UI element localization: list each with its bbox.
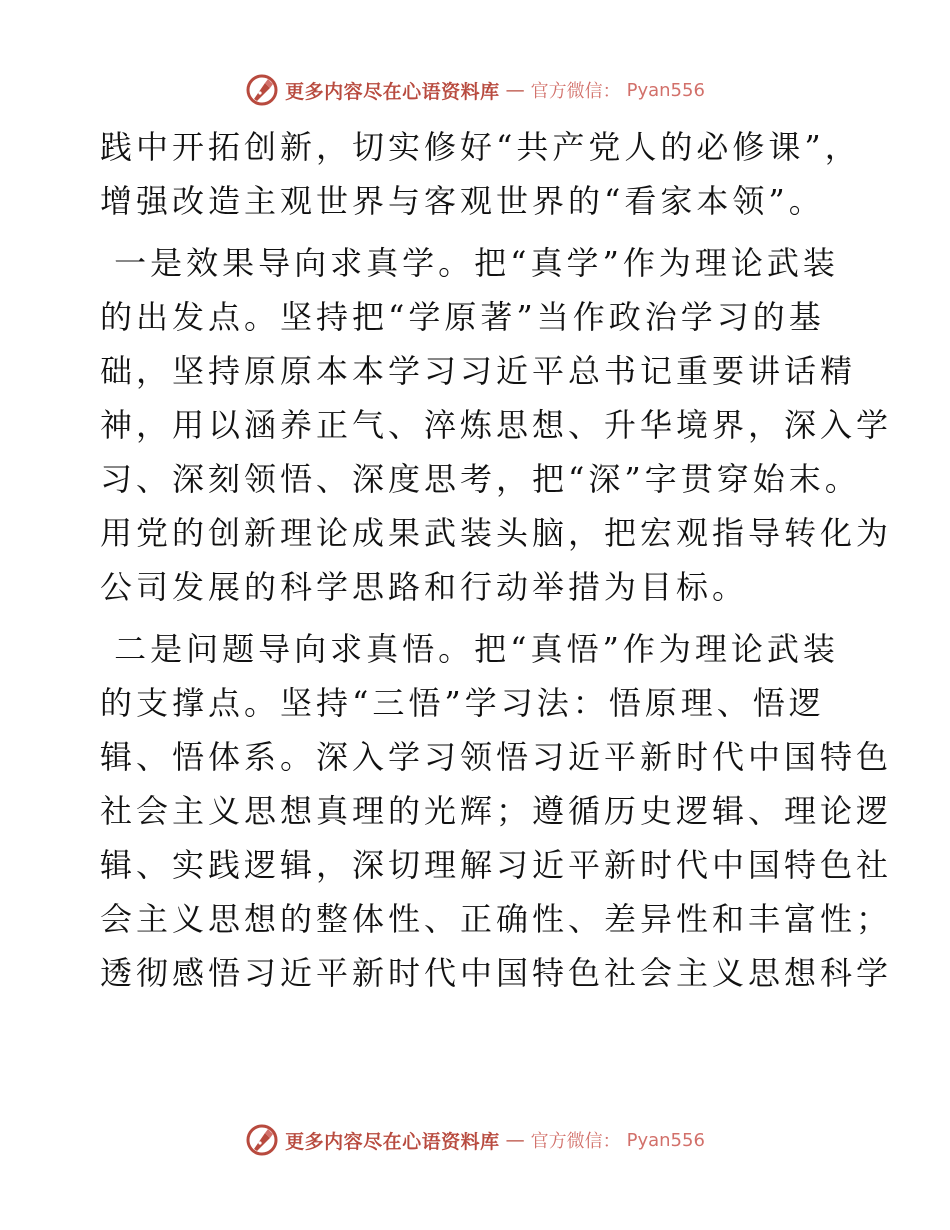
paragraph-zhen-wu [100,622,893,1000]
pen-nib-logo-icon [245,1123,279,1157]
header-wechat-label: 官方微信： [530,81,621,102]
text-line: 习、深刻领悟、深度思考，把“深”字贯穿始末。 [100,460,861,498]
text-line: 社会主义思想真理的光辉；遵循历史逻辑、理论逻 [100,792,893,830]
footer-banner [0,1120,950,1160]
text-line: 的出发点。坚持把“学原著”当作政治学习的基 [100,298,825,336]
footer-brand-text: 更多内容尽在心语资料库 [285,1130,500,1153]
text-line: 神，用以涵养正气、淬炼思想、升华境界，深入学 [100,406,893,444]
text-line: 的支撑点。坚持“三悟”学习法：悟原理、悟逻 [100,684,825,722]
footer-separator: — [505,1129,525,1151]
paragraph-continuation [100,120,860,228]
header-brand-text: 更多内容尽在心语资料库 [285,80,500,103]
document-body [100,120,893,1000]
text-line: 践中开拓创新，切实修好“共产党人的必修课”， [100,128,861,166]
footer-wechat-label: 官方微信： [530,1131,621,1152]
text-line: 一是效果导向求真学。把“真学”作为理论武装 [100,244,839,282]
header-separator: — [505,79,525,101]
header-wechat-id: Pyan556 [626,79,705,101]
pen-nib-logo-icon [245,73,279,107]
header-banner [0,70,950,110]
text-line: 辑、悟体系。深入学习领悟习近平新时代中国特色 [100,738,893,776]
paragraph-zhen-xue [100,236,893,614]
text-line: 透彻感悟习近平新时代中国特色社会主义思想科学 [100,954,893,992]
text-line: 二是问题导向求真悟。把“真悟”作为理论武装 [100,630,839,668]
text-line: 础，坚持原原本本学习习近平总书记重要讲话精 [100,352,857,390]
text-line: 辑、实践逻辑，深切理解习近平新时代中国特色社 [100,846,893,884]
text-line: 增强改造主观世界与客观世界的“看家本领”。 [100,182,825,220]
text-line: 用党的创新理论成果武装头脑，把宏观指导转化为 [100,514,893,552]
text-line: 公司发展的科学思路和行动举措为目标。 [100,568,749,606]
text-line: 会主义思想的整体性、正确性、差异性和丰富性； [100,900,893,938]
footer-wechat-id: Pyan556 [626,1129,705,1151]
